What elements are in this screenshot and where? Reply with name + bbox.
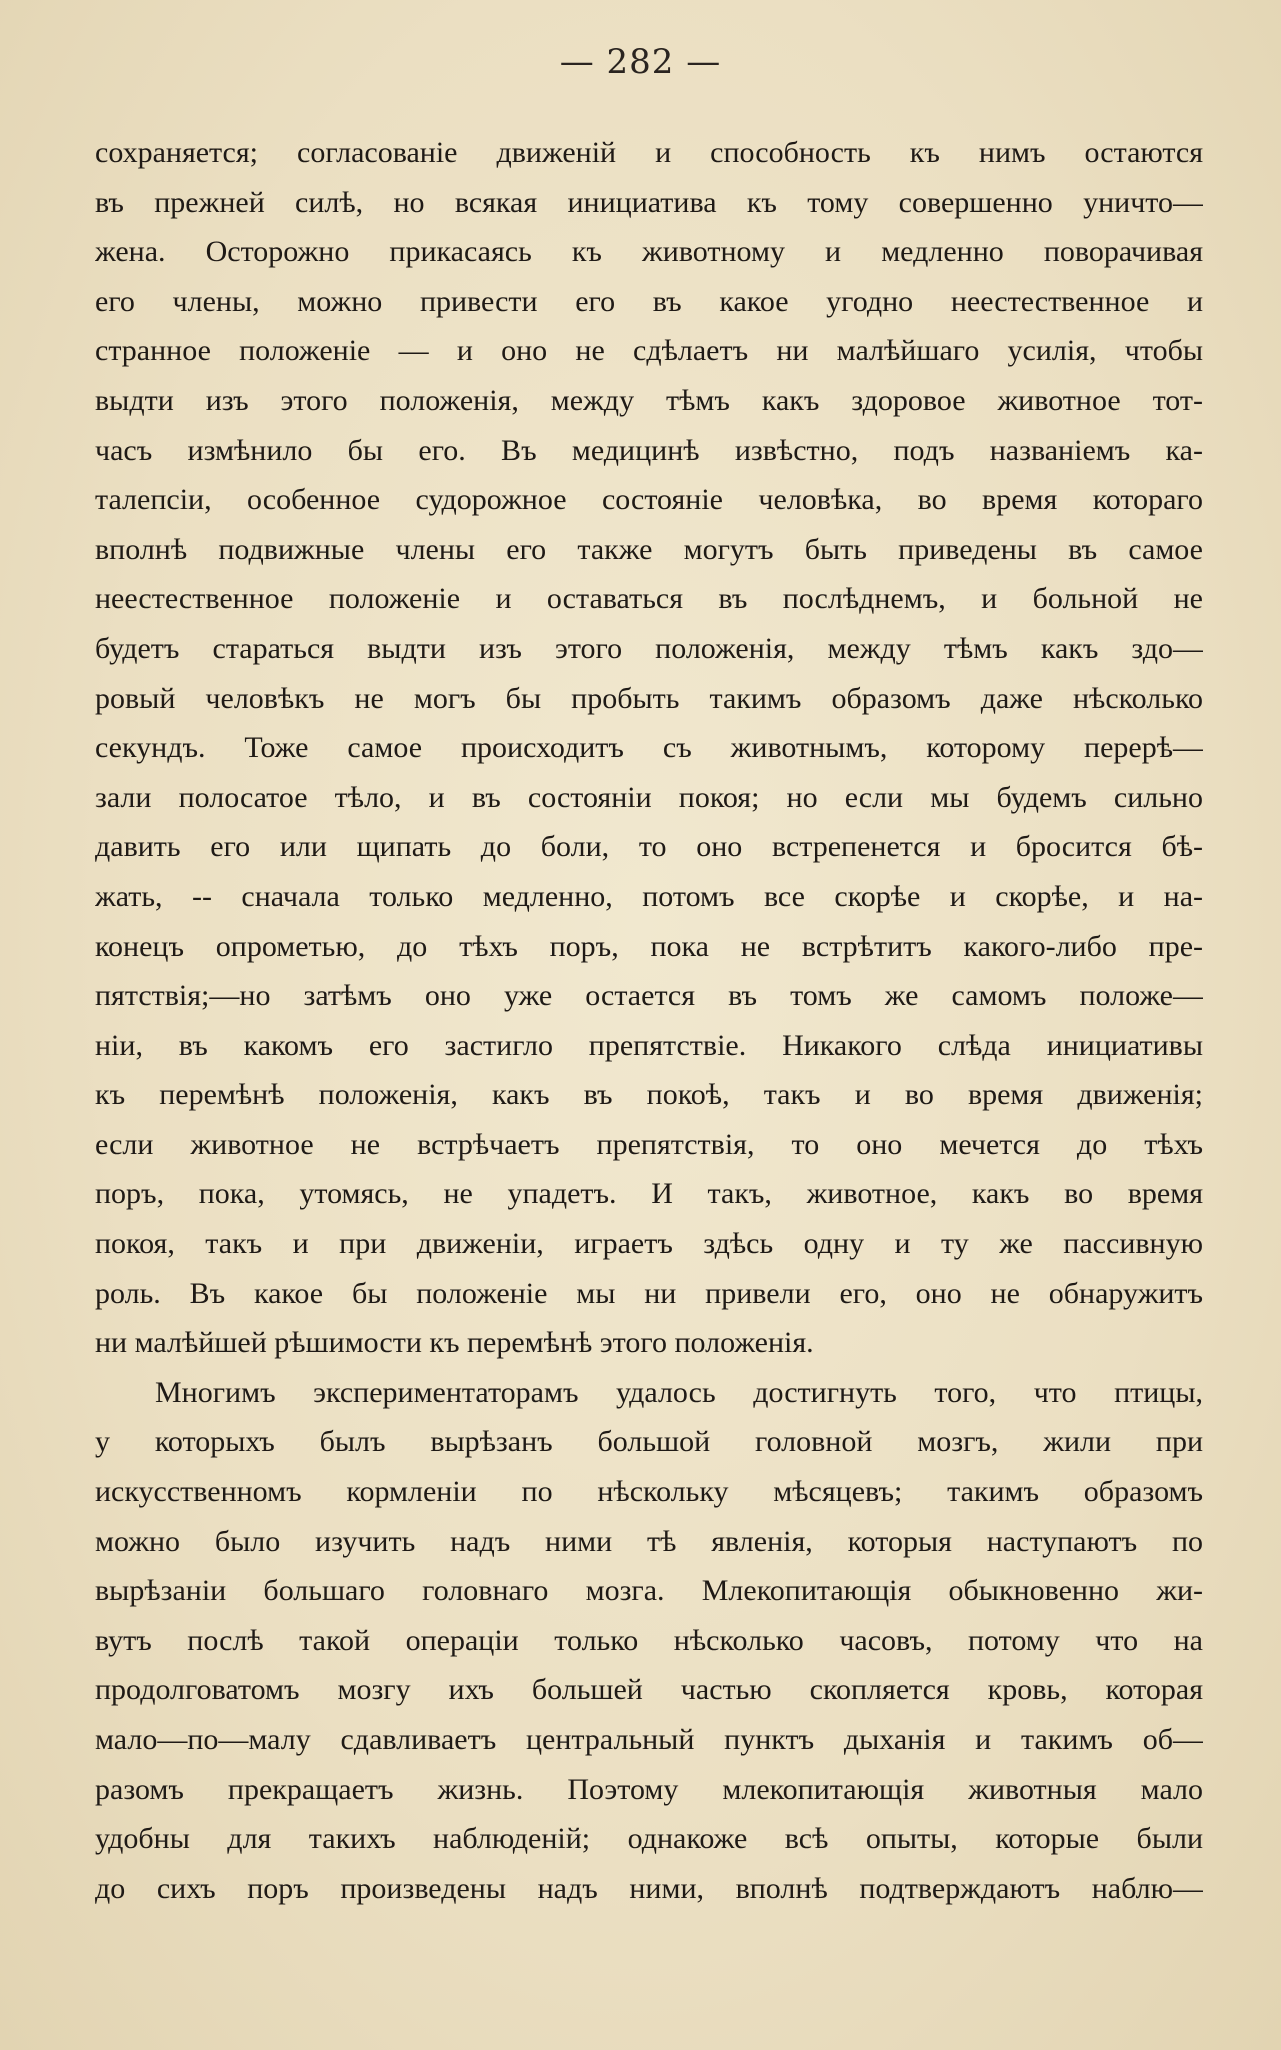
text-line: ніи, въ какомъ его застигло препятствіе. Никакого слѣда инициативы	[95, 1028, 1203, 1062]
text-line: Многимъ экспериментаторамъ удалось достигнуть того, что птицы,	[155, 1375, 1203, 1409]
text-line: если животное не встрѣчаетъ препятствія, то оно мечется до тѣхъ	[95, 1127, 1203, 1161]
text-line: до сихъ поръ произведены надъ ними, вполнѣ подтверждаютъ наблю—	[95, 1871, 1203, 1905]
text-line: въ прежней силѣ, но всякая инициатива къ тому совершенно уничто—	[95, 185, 1203, 219]
body-text	[95, 128, 1203, 1913]
text-line: сохраняется; согласованіе движеній и способность къ нимъ остаются	[95, 136, 1203, 169]
text-line: его члены, можно привести его въ какое угодно неестественное и	[95, 284, 1203, 318]
text-line: талепсіи, особенное судорожное состояніе человѣка, во время котораго	[95, 483, 1203, 517]
text-line: продолговатомъ мозгу ихъ большей частью скопляется кровь, которая	[95, 1673, 1203, 1707]
text-line: часъ измѣнило бы его. Въ медицинѣ извѣстно, подъ названіемъ ка-	[95, 433, 1203, 467]
text-line: жена. Осторожно прикасаясь къ животному и медленно поворачивая	[95, 235, 1203, 269]
page-number: — 282 —	[559, 42, 722, 82]
text-line: разомъ прекращаетъ жизнь. Поэтому млекопитающія животныя мало	[95, 1772, 1203, 1806]
text-line: конецъ опрометью, до тѣхъ поръ, пока не встрѣтитъ какого-либо пре-	[95, 929, 1203, 963]
text-line: поръ, пока, утомясь, не упадетъ. И такъ, животное, какъ во время	[95, 1177, 1203, 1211]
text-line: неестественное положеніе и оставаться въ послѣднемъ, и больной не	[95, 582, 1203, 616]
text-line: искусственномъ кормленіи по нѣскольку мѣсяцевъ; такимъ образомъ	[95, 1475, 1203, 1509]
text-line: у которыхъ былъ вырѣзанъ большой головной мозгъ, жили при	[95, 1425, 1203, 1459]
text-line: къ перемѣнѣ положенія, какъ въ покоѣ, такъ и во время движенія;	[95, 1078, 1203, 1112]
text-line: секундъ. Тоже самое происходитъ съ животнымъ, которому перерѣ—	[95, 731, 1203, 765]
text-line: ни малѣйшей рѣшимости къ перемѣнѣ этого положенія.	[95, 1326, 814, 1360]
text-line: мало—по—малу сдавливаетъ центральный пунктъ дыханія и такимъ об—	[95, 1723, 1203, 1756]
text-line: будетъ стараться выдти изъ этого положенія, между тѣмъ какъ здо—	[95, 631, 1203, 665]
text-line: вырѣзаніи большаго головнаго мозга. Млекопитающія обыкновенно жи-	[95, 1574, 1203, 1608]
text-line: выдти изъ этого положенія, между тѣмъ какъ здоровое животное тот-	[95, 383, 1203, 417]
text-line: странное положеніе — и оно не сдѣлаетъ ни малѣйшаго усилія, чтобы	[95, 334, 1203, 368]
text-line: можно было изучить надъ ними тѣ явленія, которыя наступаютъ по	[95, 1524, 1203, 1558]
text-line: давить его или щипать до боли, то оно встрепенется и бросится бѣ-	[95, 830, 1203, 864]
text-line: вутъ послѣ такой операціи только нѣсколько часовъ, потому что на	[95, 1623, 1203, 1657]
text-line: покоя, такъ и при движеніи, играетъ здѣсь одну и ту же пассивную	[95, 1227, 1203, 1261]
text-line: удобны для такихъ наблюденій; однакоже всѣ опыты, которые были	[95, 1822, 1203, 1856]
text-line: вполнѣ подвижные члены его также могутъ быть приведены въ самое	[95, 532, 1203, 566]
text-line: жать, -- сначала только медленно, потомъ все скорѣе и скорѣе, и на-	[95, 879, 1203, 913]
text-line: ровый человѣкъ не могъ бы пробыть такимъ образомъ даже нѣсколько	[95, 681, 1203, 715]
text-line: роль. Въ какое бы положеніе мы ни привели его, оно не обнаружитъ	[95, 1276, 1203, 1310]
text-line: пятствія;—но затѣмъ оно уже остается въ томъ же самомъ положе—	[95, 979, 1203, 1013]
text-line: зали полосатое тѣло, и въ состояніи покоя; но если мы будемъ сильно	[95, 780, 1203, 814]
